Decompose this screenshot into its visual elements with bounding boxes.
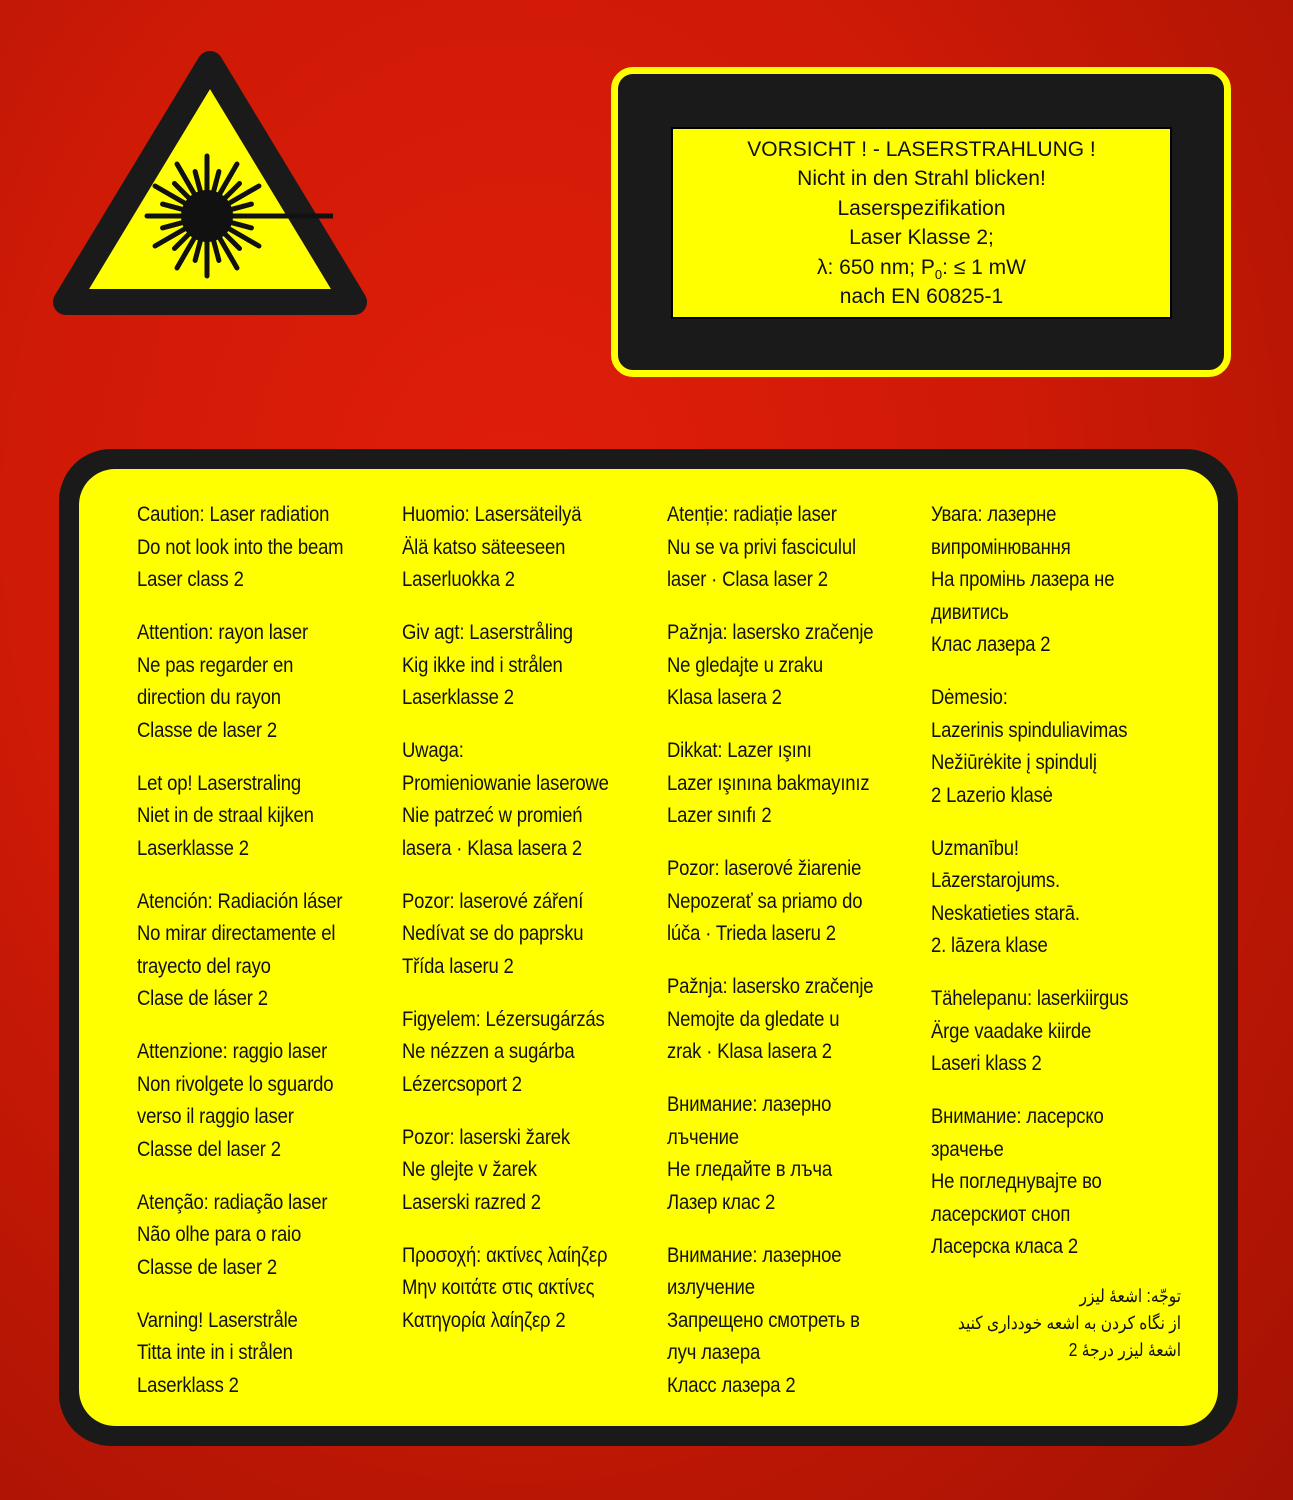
warning-text-line: Μην κοιτάτε στις ακτίνες <box>402 1275 595 1299</box>
warning-column-1 <box>137 498 395 1422</box>
spec-label-instruction: Nicht in den Strahl blicken! <box>797 167 1046 190</box>
warning-text-line: Lāzerstarojums. <box>931 868 1060 892</box>
warning-text-line: Let op! Laserstraling <box>137 770 301 795</box>
warning-text-line: Nemojte da gledate u <box>667 1006 840 1031</box>
warning-block-fa <box>931 1283 1189 1364</box>
warning-text-line: Laser class 2 <box>137 567 244 591</box>
warning-text-line: Attention: rayon laser <box>137 620 308 644</box>
warning-text-line: Non rivolgete lo sguardo <box>137 1071 334 1096</box>
warning-text-line: Niet in de straal kijken <box>137 803 314 827</box>
warning-text-line: Não olhe para o raio <box>137 1222 302 1246</box>
warning-text-line: Caution: Laser radiation <box>137 502 330 526</box>
warning-text-line: Neskatieties starā. <box>931 900 1080 925</box>
spec-label-heading: Laserspezifikation <box>837 196 1006 220</box>
warning-text-line: Ne pas regarder en <box>137 652 294 677</box>
warning-block-bg <box>667 1088 925 1218</box>
warning-text-line: Внимание: ласерско <box>931 1104 1104 1128</box>
warning-text-line: Laserklasse 2 <box>137 835 249 860</box>
warning-text-line: Attenzione: raggio laser <box>137 1039 328 1063</box>
spec-label-caution: VORSICHT ! - LASERSTRAHLUNG ! <box>747 137 1096 161</box>
warning-block-hr <box>667 616 925 714</box>
warning-text-line: Dikkat: Lazer ışını <box>667 738 812 762</box>
warning-text-line: Κατηγορία λαίηζερ 2 <box>402 1307 566 1332</box>
warning-text-line: Lazerinis spinduliavimas <box>931 717 1128 742</box>
warning-block-fr <box>137 616 395 746</box>
warning-block-pt <box>137 1186 395 1284</box>
warning-column-3 <box>667 498 925 1422</box>
warning-block-cs <box>402 885 660 983</box>
warning-text-line: зрачење <box>931 1136 1004 1161</box>
warning-text-line: از نگاه کردن به اشعه خودداری کنید <box>957 1313 1181 1333</box>
warning-text-line: излучение <box>667 1275 755 1299</box>
warning-text-line: Nu se va privi fasciculul <box>667 534 856 559</box>
warning-text-line: Лазер клас 2 <box>667 1189 776 1214</box>
warning-text-line: Pozor: laserové záření <box>402 888 584 913</box>
warning-block-sv <box>137 1304 395 1402</box>
warning-column-4 <box>931 498 1189 1385</box>
laser-radiation-warning-icon <box>52 50 368 316</box>
warning-text-line: Classe de laser 2 <box>137 717 277 742</box>
warning-block-it <box>137 1035 395 1165</box>
warning-text-line: Не гледайте в лъча <box>667 1157 832 1181</box>
warning-text-line: Не погледнувајте во <box>931 1169 1102 1193</box>
warning-text-line: Προσοχή: ακτίνες λαίηζερ <box>402 1242 608 1267</box>
warning-text-line: Nežiūrėkite į spindulį <box>931 750 1097 774</box>
warning-block-sk <box>667 852 925 950</box>
warning-block-pl <box>402 734 660 864</box>
spec-label <box>671 127 1172 319</box>
warning-text-line: Varning! Laserstråle <box>137 1307 298 1332</box>
warning-text-line: Laserklasse 2 <box>402 685 514 709</box>
warning-text-line: На промінь лазера не <box>931 567 1115 591</box>
warning-text-line: Увага: лазерне <box>931 502 1057 526</box>
warning-text-line: Třída laseru 2 <box>402 953 514 978</box>
warning-block-fi <box>402 498 660 596</box>
warning-text-line: Pažnja: lasersko zračenje <box>667 974 874 998</box>
warning-text-line: Запрещено смотреть в <box>667 1307 860 1332</box>
warning-block-nl <box>137 767 395 865</box>
warning-text-line: Pozor: laserski žarek <box>402 1124 570 1149</box>
warning-text-line: Laseri klass 2 <box>931 1051 1042 1075</box>
warning-block-sr <box>667 970 925 1068</box>
warning-block-tr <box>667 734 925 832</box>
warning-text-line: Giv agt: Laserstråling <box>402 620 573 644</box>
warning-text-line: Clase de láser 2 <box>137 986 268 1010</box>
warning-text-line: Lézercsoport 2 <box>402 1071 522 1096</box>
warning-block-ro <box>667 498 925 596</box>
warning-text-line: Nie patrzeć w promień <box>402 803 583 827</box>
warning-text-line: zrak · Klasa lasera 2 <box>667 1039 832 1063</box>
warning-text-line: Titta inte in i strålen <box>137 1340 293 1364</box>
warning-text-line: Ne glejte v žarek <box>402 1157 537 1181</box>
warning-text-line: lasera · Klasa lasera 2 <box>402 835 583 860</box>
warning-text-line: Atenție: radiație laser <box>667 502 837 526</box>
warning-text-line: Laserski razred 2 <box>402 1189 541 1214</box>
warning-text-line: Nepozerať sa priamo do <box>667 888 863 913</box>
warning-text-line: випромінювання <box>931 534 1071 559</box>
warning-text-line: Внимание: лазерно <box>667 1092 832 1116</box>
warning-text-line: Promieniowanie laserowe <box>402 770 609 795</box>
warning-block-ru <box>667 1239 925 1402</box>
warning-text-line: Ласерска класа 2 <box>931 1234 1078 1258</box>
warning-block-el <box>402 1239 660 1337</box>
warning-text-line: луч лазера <box>667 1340 761 1364</box>
warning-text-line: дивитись <box>931 599 1009 624</box>
warning-text-line: verso il raggio laser <box>137 1104 294 1128</box>
warning-text-line: Dėmesio: <box>931 685 1008 709</box>
warning-text-line: Pažnja: lasersko zračenje <box>667 620 874 644</box>
spec-label-wavelength-power: λ: 650 nm; $P_0$: ≤ 1 mW <box>817 255 1026 282</box>
warning-text-line: Älä katso säteeseen <box>402 534 566 559</box>
warning-text-line: Klasa lasera 2 <box>667 685 782 709</box>
warning-text-line: Laserluokka 2 <box>402 567 515 591</box>
warning-text-line: Kig ikke ind i strålen <box>402 652 563 677</box>
warning-block-uk <box>931 498 1189 661</box>
warning-text-line: Клас лазера 2 <box>931 632 1051 656</box>
warning-text-line: laser · Clasa laser 2 <box>667 567 828 591</box>
warning-text-line: Uwaga: <box>402 738 464 762</box>
warning-text-line: Atenção: radiação laser <box>137 1189 328 1214</box>
warning-text-line: Classe del laser 2 <box>137 1136 281 1161</box>
warning-text-line: Huomio: Lasersäteilyä <box>402 502 582 526</box>
warning-text-line: Laserklass 2 <box>137 1372 239 1397</box>
warning-text-line: اشعهٔ لیزر درجهٔ 2 <box>1068 1340 1181 1360</box>
warning-text-line: Uzmanību! <box>931 835 1019 860</box>
warning-text-line: Ärge vaadake kiirde <box>931 1018 1092 1043</box>
warning-text-line: Figyelem: Lézersugárzás <box>402 1006 605 1031</box>
warning-text-line: direction du rayon <box>137 685 281 709</box>
warning-text-line: Nedívat se do paprsku <box>402 921 584 945</box>
warning-text-line: trayecto del rayo <box>137 953 271 978</box>
warning-text-line: Atención: Radiación láser <box>137 888 343 913</box>
warning-text-line: Класс лазера 2 <box>667 1372 796 1397</box>
warning-text-line: lúča · Trieda laseru 2 <box>667 921 836 945</box>
warning-text-line: 2 Lazerio klasė <box>931 782 1053 807</box>
warning-block-mk <box>931 1100 1189 1263</box>
warning-text-line: Pozor: laserové žiarenie <box>667 856 862 880</box>
warning-block-da <box>402 616 660 714</box>
warning-block-lv <box>931 832 1189 962</box>
warning-text-line: No mirar directamente el <box>137 921 336 945</box>
warning-block-sl <box>402 1121 660 1219</box>
warning-text-line: 2. lāzera klase <box>931 933 1048 957</box>
warning-block-es <box>137 885 395 1015</box>
warning-text-line: Внимание: лазерное <box>667 1242 842 1267</box>
warning-text-line: Lazer ışınına bakmayınız <box>667 770 870 795</box>
warning-block-en <box>137 498 395 596</box>
warning-text-line: Lazer sınıfı 2 <box>667 803 772 827</box>
warning-text-line: Ne nézzen a sugárba <box>402 1039 575 1063</box>
warning-column-2 <box>402 498 660 1357</box>
warning-text-line: Do not look into the beam <box>137 534 344 559</box>
warning-text-line: лъчение <box>667 1124 739 1149</box>
warning-text-line: Tähelepanu: laserkiirgus <box>931 986 1129 1010</box>
spec-label-standard: nach EN 60825-1 <box>839 285 1004 308</box>
warning-block-et <box>931 982 1189 1080</box>
warning-text-line: Ne gledajte u zraku <box>667 652 824 677</box>
warning-block-lt <box>931 681 1189 811</box>
spec-label-class: Laser Klasse 2; <box>849 226 994 249</box>
warning-text-line: Classe de laser 2 <box>137 1254 277 1279</box>
warning-block-hu <box>402 1003 660 1101</box>
warning-text-line: توجّه: اشعهٔ لیزر <box>1079 1286 1181 1306</box>
warning-text-line: ласерскиот сноп <box>931 1201 1071 1226</box>
